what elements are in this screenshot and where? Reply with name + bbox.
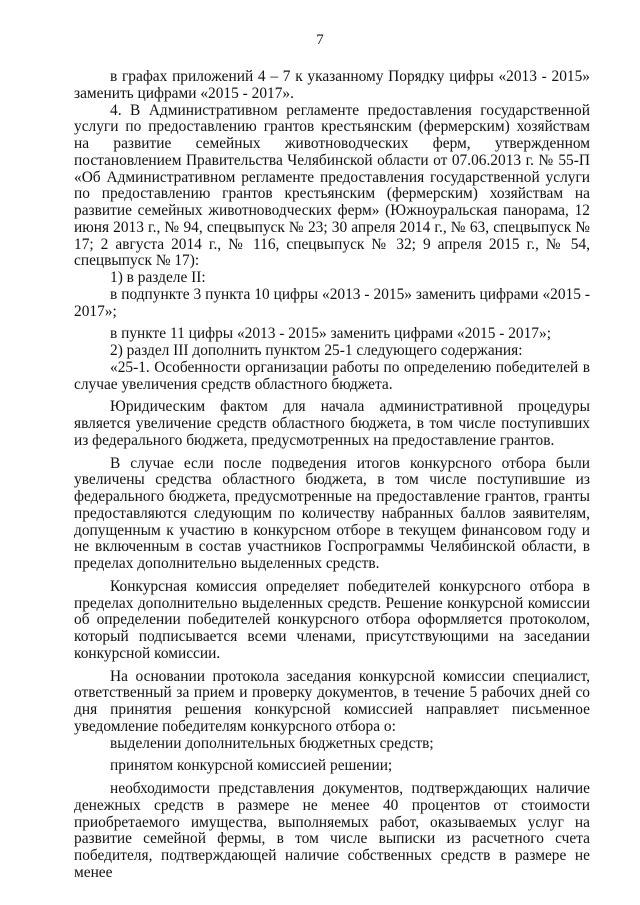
- paragraph: На основании протокола заседания конкурсной комиссии специалист, ответственный за прием и проверку документов, в течение 5 рабочих дней со дня принятия решения конкурсной комиссией направляет письменное уведомление победителям конкурсного отбора о:: [74, 667, 590, 735]
- document-body: [74, 69, 590, 882]
- paragraph: выделении дополнительных бюджетных средств;: [110, 734, 434, 752]
- paragraph: 1) в разделе II:: [110, 269, 206, 286]
- paragraph: принятом конкурсной комиссией решении;: [110, 757, 393, 775]
- paragraph: 2) раздел III дополнить пунктом 25-1 следующего содержания:: [110, 342, 523, 359]
- paragraph: в пункте 11 цифры «2013 - 2015» заменить цифрами «2015 - 2017»;: [110, 325, 551, 343]
- paragraph: В случае если после подведения итогов конкурсного отбора были увеличены средства областного бюджета, в том числе поступившие из федерального бюджета, предусмотренные на предоставление грантов, гранты предоставляются следующим по количеству набранных баллов заявителям, допущенным к участию в конкурсном отборе в текущем финансовом году и не включенным в состав участников Госпрограммы Челябинской области, в пределах дополнительно выделенных средств.: [74, 454, 590, 572]
- paragraph: необходимости представления документов, подтверждающих наличие денежных средств в размере не менее 40 процентов от стоимости приобретаемого имущества, выполняемых работ, оказываемых услуг на развитие семейной фермы, в том числе выписки из расчетного счета победителя, подтверждающей наличие собственных средств в размере не менее: [74, 780, 590, 881]
- paragraph: Конкурсная комиссия определяет победителей конкурсного отбора в пределах дополнительно выделенных средств. Решение конкурсной комиссии об определении победителей конкурсного отбора оформляется протоколом, который подписывается всеми членами, присутствующими на заседании конкурсной комиссии.: [74, 577, 590, 662]
- page-number: 7: [316, 32, 324, 48]
- paragraph: в подпункте 3 пункта 10 цифры «2013 - 2015» заменить цифрами «2015 - 2017»;: [74, 285, 590, 320]
- paragraph: «25-1. Особенности организации работы по определению победителей в случае увеличения средств областного бюджета.: [74, 358, 590, 393]
- paragraph: Юридическим фактом для начала административной процедуры является увеличение средств областного бюджета, в том числе поступивших из федерального бюджета, предусмотренных на предоставление грантов.: [74, 398, 590, 449]
- paragraph: 4. В Административном регламенте предоставления государственной услуги по предоставлению грантов крестьянским (фермерским) хозяйствам на развитие семейных животноводческих ферм, утвержденном постановлением Правительства Челябинской области от 07.06.2013 г. № 55-П «Об Административном регламенте предоставления государственной услуги по предоставлению грантов крестьянским (фермерским) хозяйствам на развитие семейных животноводческих ферм» (Южноуральская панорама, 12 июня 2013 г., № 94, спецвыпуск № 23; 30 апреля 2014 г., № 63, спецвыпуск № 17; 2 августа 2014 г., № 116, спецвыпуск № 32; 9 апреля 2015 г., № 54, спецвыпуск № 17):: [74, 101, 590, 270]
- paragraph: в графах приложений 4 – 7 к указанному Порядку цифры «2013 - 2015» заменить цифрами «2015 - 2017».: [74, 68, 590, 102]
